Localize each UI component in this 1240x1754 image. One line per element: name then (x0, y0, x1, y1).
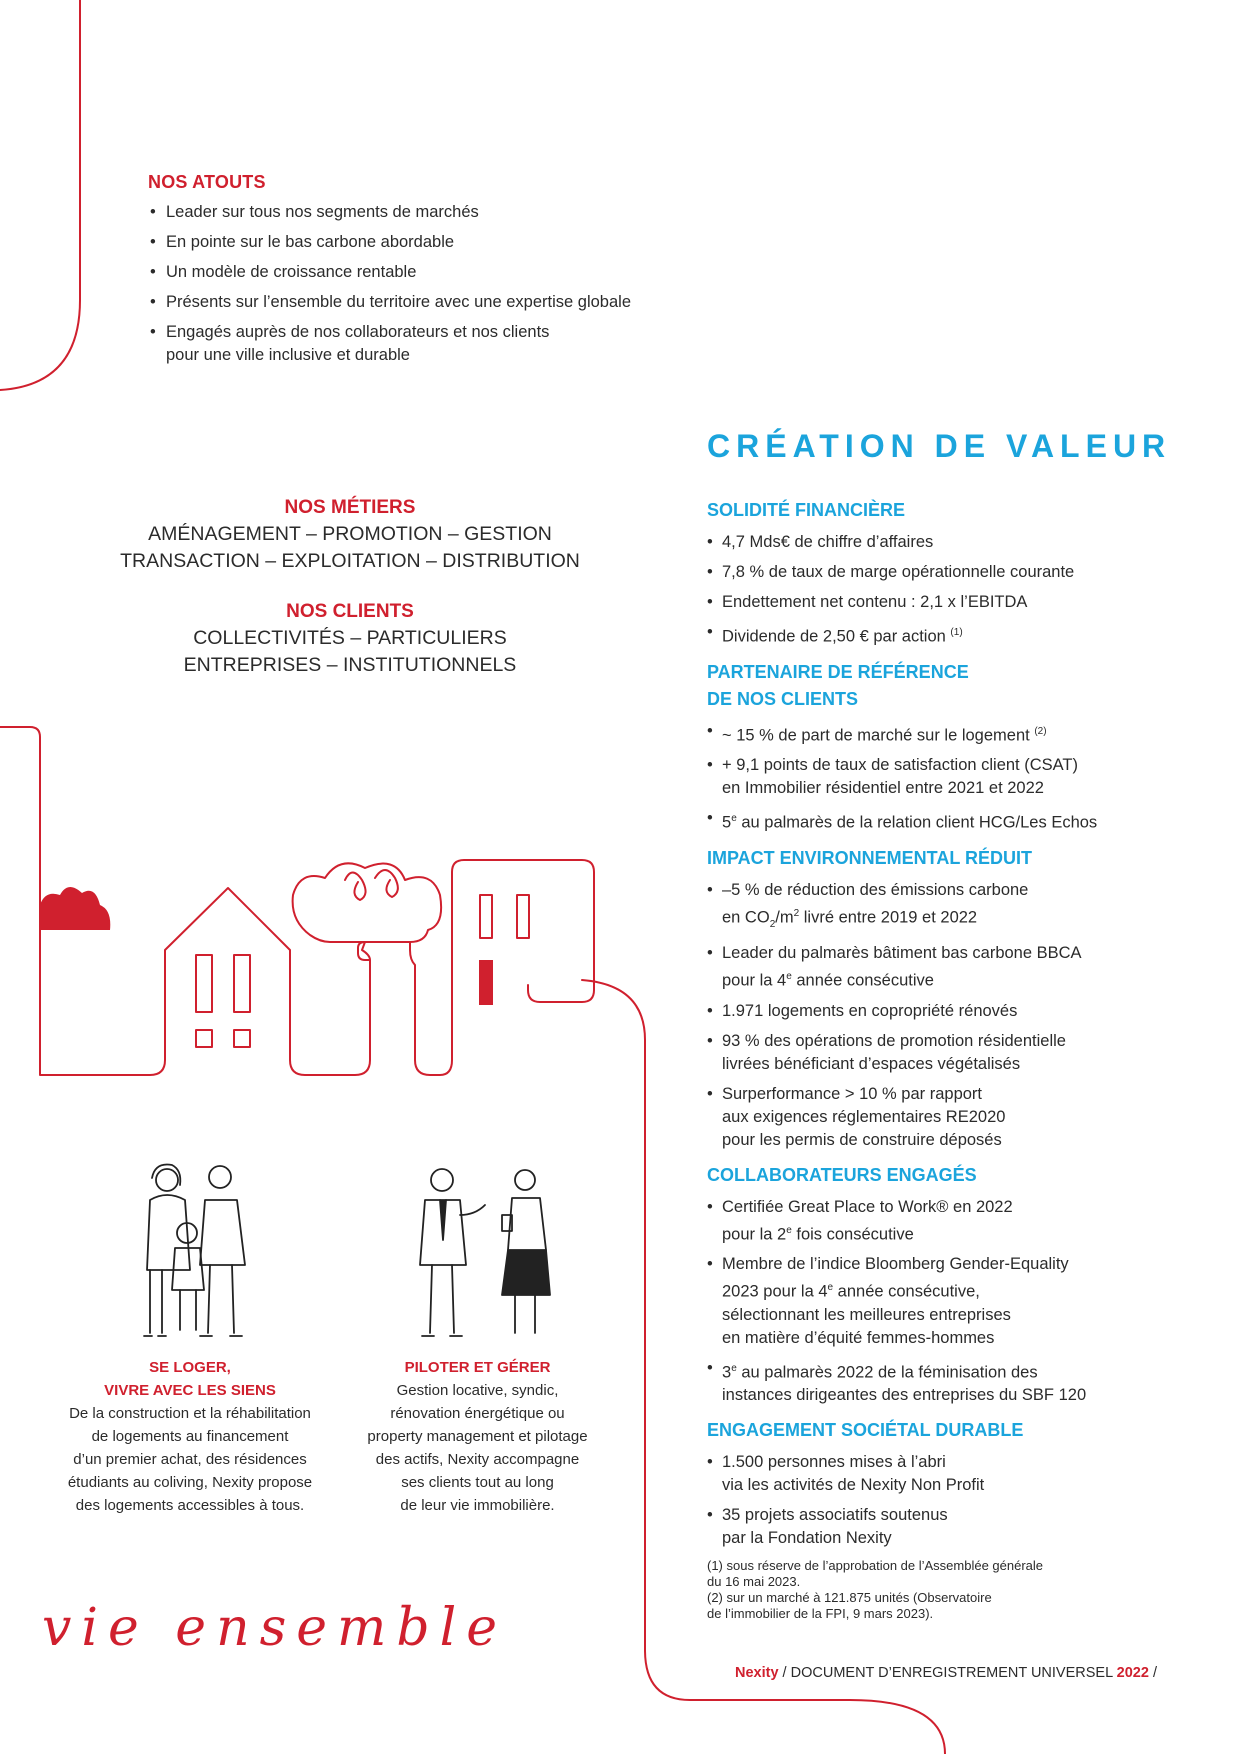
loger-line: d’un premier achat, des résidences (73, 1451, 307, 1468)
page-footer: Nexity / DOCUMENT D’ENREGISTREMENT UNIVERSEL 2022 / (735, 1665, 1157, 1681)
atouts-title: NOS ATOUTS (148, 172, 266, 192)
metiers-line: AMÉNAGEMENT – PROMOTION – GESTION (148, 523, 552, 545)
loger-title: SE LOGER, VIVRE AVEC LES SIENS (104, 1359, 276, 1399)
clients-line: ENTREPRISES – INSTITUTIONNELS (183, 654, 517, 676)
footnote-1: (1) sous réserve de l’approbation de l’Assemblée générale du 16 mai 2023. (707, 1558, 1044, 1589)
impact-item: • 1.971 logements en copropriété rénovés (707, 1000, 1127, 1023)
footnotes (707, 1558, 1127, 1622)
partenaire-item: • 5e au palmarès de la relation client HCG/Les Echos (707, 807, 1127, 835)
solidite-item: • Dividende de 2,50 € par action $^{(1)}$ (707, 621, 1127, 649)
societal-title: ENGAGEMENT SOCIÉTAL DURABLE (707, 1420, 1024, 1441)
footnote-ref: (2) (1034, 725, 1047, 737)
societal-section (707, 1417, 1127, 1550)
footnote-2: (2) sur un marché à 121.875 unités (Observatoire de l’immobilier de la FPI, 9 mars 2023). (707, 1590, 992, 1621)
footer-year: 2022 (1116, 1665, 1149, 1681)
solidite-item: • Endettement net contenu : 2,1 x l’EBITDA (707, 591, 1127, 614)
piloter-line: de leur vie immobilière. (400, 1497, 555, 1514)
footnote-ref: (1) (950, 627, 963, 638)
metiers-line: TRANSACTION – EXPLOITATION – DISTRIBUTION (120, 550, 580, 572)
piloter-title: PILOTER ET GÉRER (404, 1359, 551, 1376)
metiers-title: NOS MÉTIERS (284, 497, 416, 518)
solidite-section (707, 497, 1127, 649)
atouts-item: • Leader sur tous nos segments de marchés (148, 201, 708, 224)
footer-doc-title: DOCUMENT D’ENREGISTREMENT UNIVERSEL (790, 1665, 1117, 1681)
solidite-title: SOLIDITÉ FINANCIÈRE (707, 500, 906, 520)
societal-item: • 1.500 personnes mises à l’abri via les activités de Nexity Non Profit (707, 1451, 1127, 1497)
creation-valeur-content (707, 497, 1127, 1560)
impact-item: • 93 % des opérations de promotion résidentielle livrées bénéficiant d’espaces végétalisés (707, 1030, 1127, 1076)
societal-item: • 35 projets associatifs soutenus par la Fondation Nexity (707, 1504, 1127, 1550)
partenaire-item: • ~ 15 % de part de marché sur le logement $^{(2)}$ (707, 720, 1127, 748)
loger-line: étudiants au coliving, Nexity propose (67, 1474, 313, 1491)
partenaire-title: PARTENAIRE DE RÉFÉRENCE DE NOS CLIENTS (707, 661, 969, 709)
clients-line: COLLECTIVITÉS – PARTICULIERS (193, 627, 507, 649)
creation-valeur-title: CRÉATION DE VALEUR (707, 428, 1172, 464)
impact-item: • Surperformance > 10 % par rapport aux exigences réglementaires RE2020 pour les permis de construire déposés (707, 1083, 1127, 1152)
partenaire-item: • + 9,1 points de taux de satisfaction client (CSAT) en Immobilier résidentiel entre 2021 et 2022 (707, 754, 1127, 800)
collab-item: • Certifiée Great Place to Work® en 2022 pour la 2e fois consécutive (707, 1196, 1127, 1247)
solidite-item: • 7,8 % de taux de marge opérationnelle courante (707, 561, 1127, 584)
piloter-line: ses clients tout au long (401, 1474, 554, 1491)
atouts-item: • En pointe sur le bas carbone abordable (148, 231, 708, 254)
impact-section (707, 845, 1127, 1152)
collab-item: • Membre de l’indice Bloomberg Gender-Equality 2023 pour la 4e année consécutive, sélectionnant les meilleures entreprises en matière d’équité femmes-hommes (707, 1253, 1127, 1350)
vie-ensemble-script: vie ensemble (42, 1598, 508, 1658)
piloter-line: des actifs, Nexity accompagne (375, 1451, 580, 1468)
piloter-line: property management et pilotage (367, 1428, 588, 1445)
loger-caption (60, 1356, 320, 1517)
clients-title: NOS CLIENTS (286, 601, 414, 622)
partenaire-section (707, 659, 1127, 835)
collab-item: • 3e au palmarès 2022 de la féminisation des instances dirigeantes des entreprises du SBF 120 (707, 1357, 1127, 1408)
atouts-item: • Engagés auprès de nos collaborateurs et nos clients pour une ville inclusive et durable (148, 321, 708, 367)
metiers-clients-block (110, 495, 590, 679)
impact-title: IMPACT ENVIRONNEMENTAL RÉDUIT (707, 847, 1033, 868)
atouts-item: • Présents sur l’ensemble du territoire avec une expertise globale (148, 291, 708, 314)
piloter-caption (355, 1356, 600, 1517)
footer-brand: Nexity (735, 1665, 779, 1681)
atouts-section (148, 172, 708, 374)
collab-section (707, 1162, 1127, 1408)
atouts-item: • Un modèle de croissance rentable (148, 261, 708, 284)
atouts-list (148, 201, 708, 367)
loger-line: De la construction et la réhabilitation (69, 1405, 311, 1422)
loger-line: des logements accessibles à tous. (75, 1497, 305, 1514)
collab-title: COLLABORATEURS ENGAGÉS (707, 1164, 977, 1185)
loger-line: de logements au financement (91, 1428, 289, 1445)
impact-item: • Leader du palmarès bâtiment bas carbone BBCA pour la 4e année consécutive (707, 942, 1127, 993)
impact-item: • –5 % de réduction des émissions carbone en $CO_2/m^2$ livré entre 2019 et 2022 (707, 879, 1127, 936)
piloter-line: Gestion locative, syndic, (396, 1382, 559, 1399)
solidite-item: • 4,7 Mds€ de chiffre d’affaires (707, 531, 1127, 554)
piloter-line: rénovation énergétique ou (390, 1405, 565, 1422)
